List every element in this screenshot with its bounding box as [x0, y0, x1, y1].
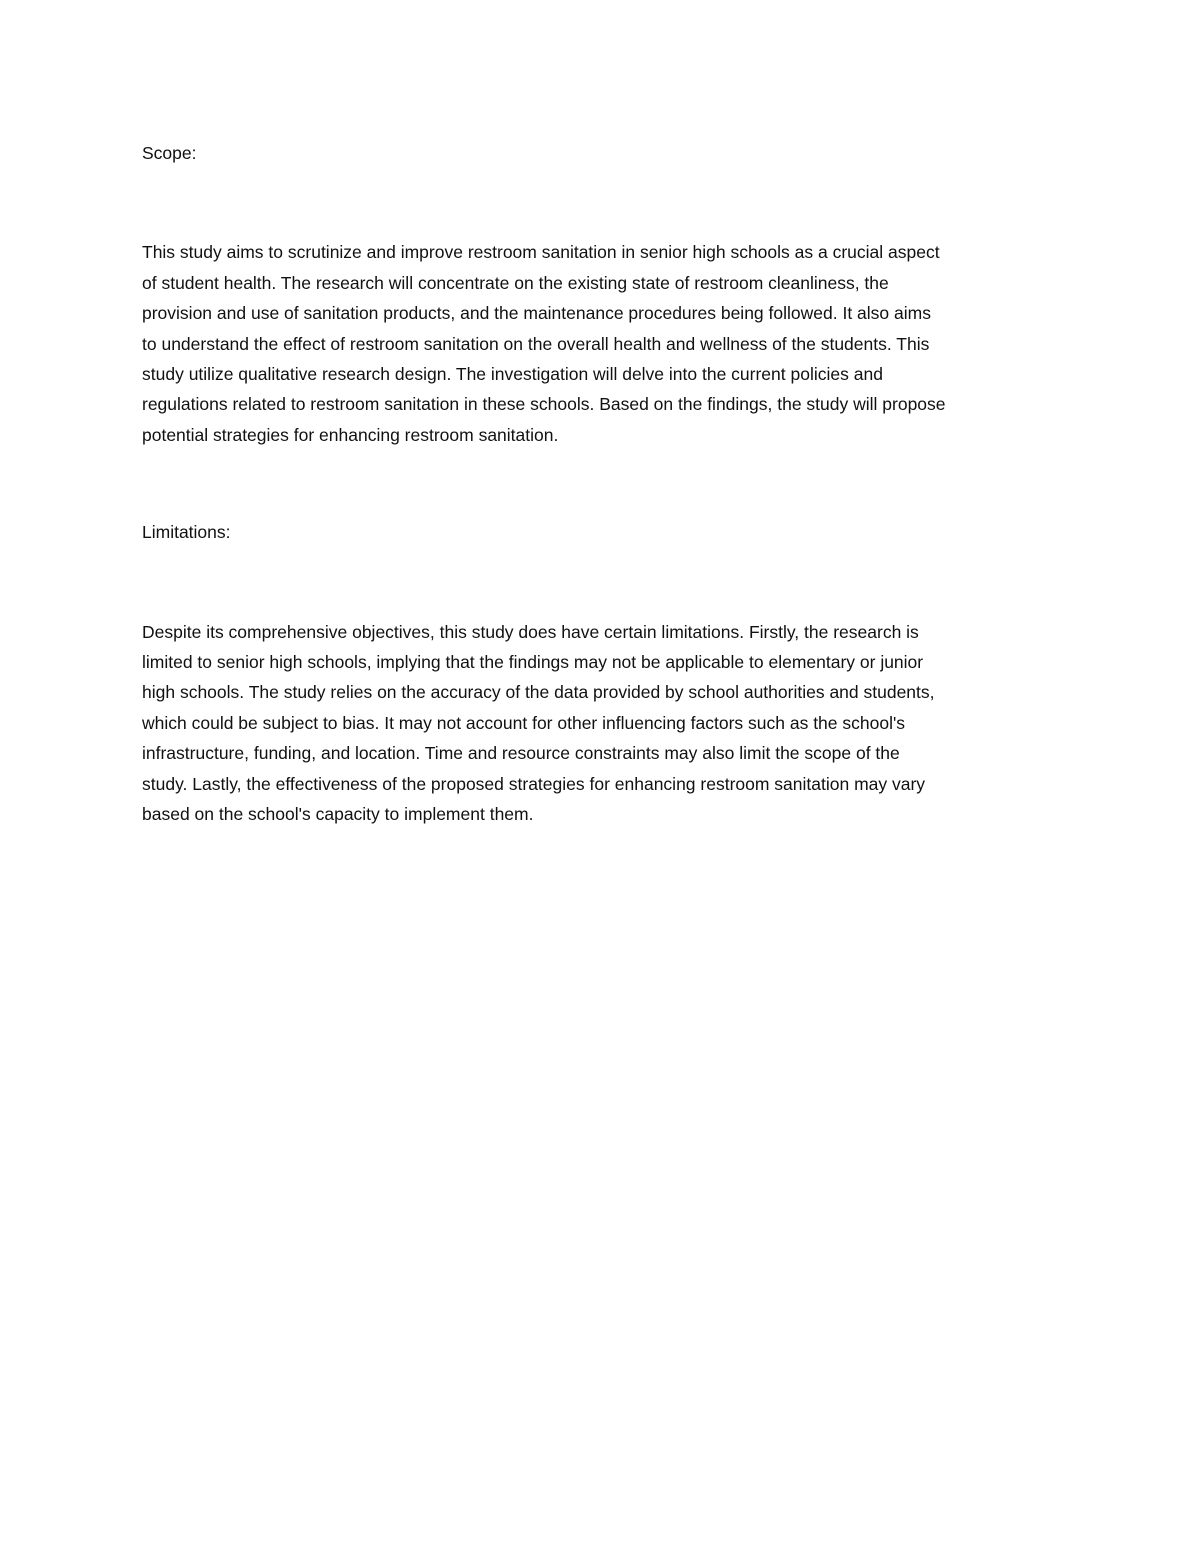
scope-heading: Scope:: [142, 143, 197, 163]
scope-line: of student health. The research will concentrate on the existing state of restroom cleanliness, the: [142, 272, 889, 293]
limitations-line: high schools. The study relies on the accuracy of the data provided by school authorities and students,: [142, 682, 935, 703]
document-body: [142, 138, 1062, 830]
scope-paragraph: [142, 237, 1062, 450]
limitations-line: study. Lastly, the effectiveness of the proposed strategies for enhancing restroom sanitation may vary: [142, 773, 926, 794]
limitations-line: infrastructure, funding, and location. Time and resource constraints may also limit the scope of the: [142, 743, 900, 764]
scope-line: provision and use of sanitation products, and the maintenance procedures being followed. It also aims: [142, 303, 931, 324]
limitations-line: based on the school's capacity to implement them.: [142, 804, 534, 825]
scope-line: regulations related to restroom sanitation in these schools. Based on the findings, the study will propose: [142, 394, 946, 415]
limitations-line: Despite its comprehensive objectives, this study does have certain limitations. Firstly, the research is: [142, 621, 919, 642]
limitations-line: limited to senior high schools, implying that the findings may not be applicable to elementary or junior: [142, 652, 924, 673]
limitations-heading: Limitations:: [142, 522, 231, 543]
scope-line: study utilize qualitative research design. The investigation will delve into the current policies and: [142, 364, 883, 385]
scope-line: This study aims to scrutinize and improve restroom sanitation in senior high schools as a crucial aspect: [142, 242, 940, 263]
limitations-paragraph: [142, 617, 1062, 830]
limitations-line: which could be subject to bias. It may not account for other influencing factors such as the school's: [142, 712, 906, 733]
scope-line: to understand the effect of restroom sanitation on the overall health and wellness of the students. This: [142, 333, 930, 354]
scope-line: potential strategies for enhancing restroom sanitation.: [142, 424, 559, 445]
